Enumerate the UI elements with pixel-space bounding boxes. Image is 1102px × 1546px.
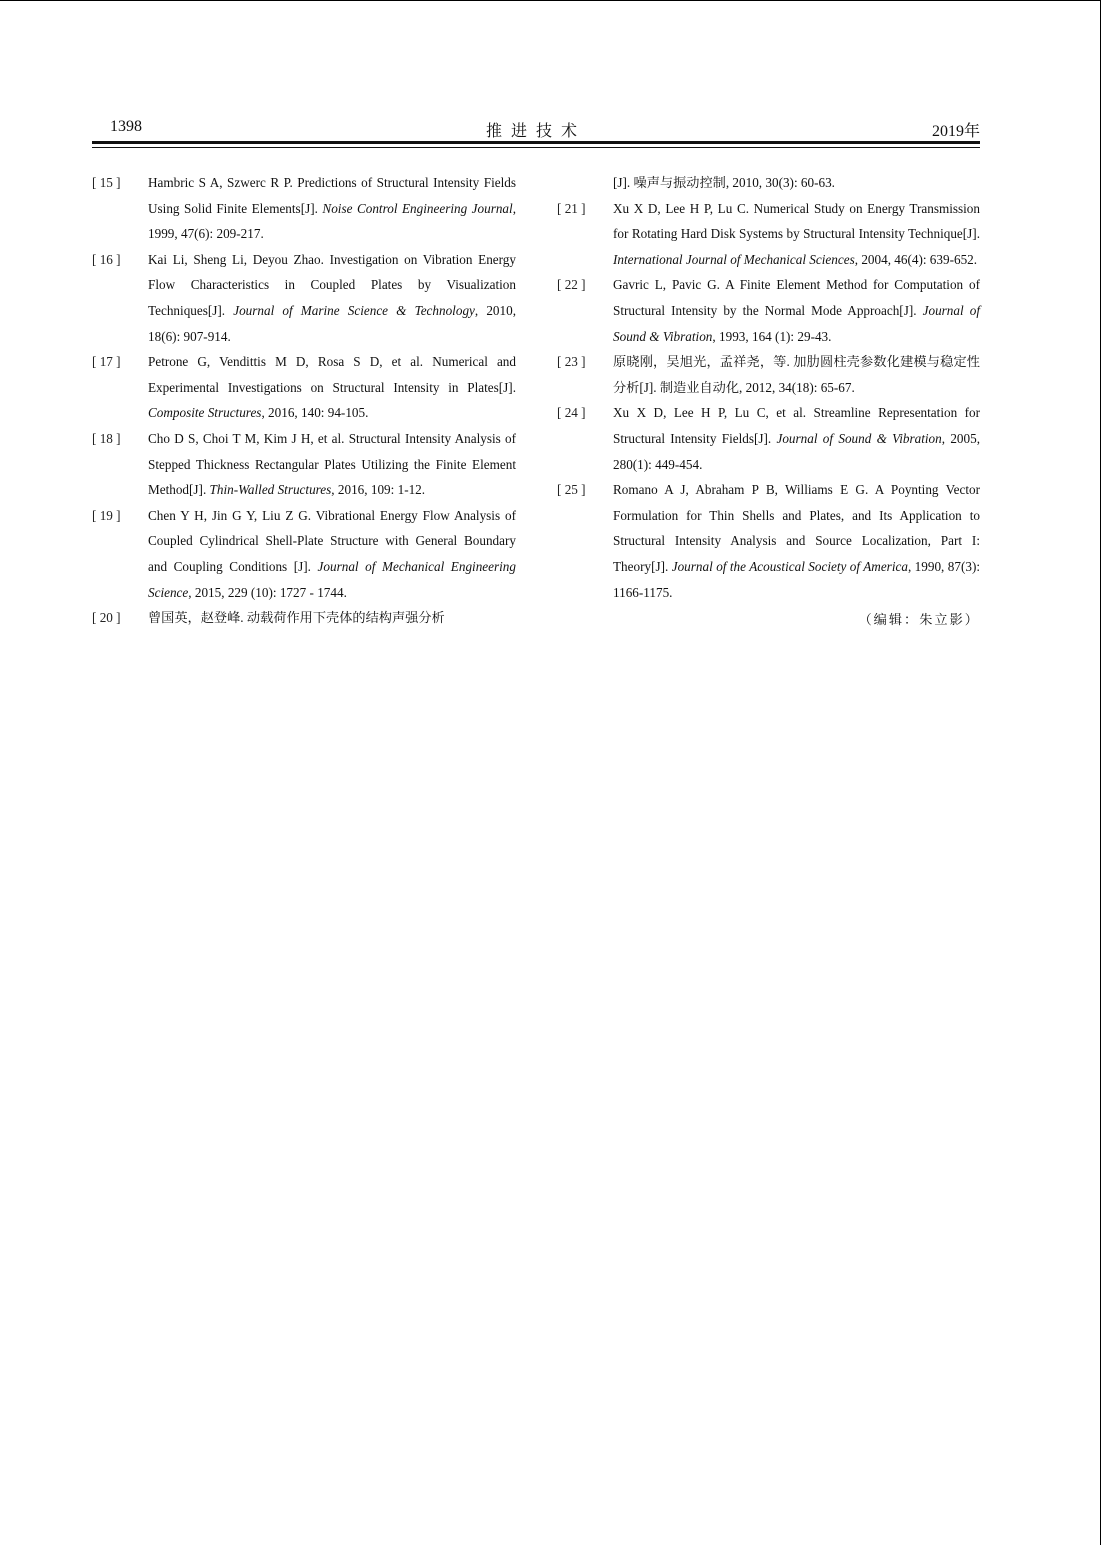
reference-text: Hambric S A, Szwerc R P. Predictions of Structural Intensity Fields Using Solid Finite Elements[J]. (148, 175, 516, 216)
journal-title: 推进技术 (485, 123, 586, 140)
reference-journal: Thin-Walled Structures (209, 482, 332, 498)
reference-column-right (557, 170, 980, 633)
reference-number: [ 19 ] (92, 507, 121, 523)
reference-item (557, 400, 980, 477)
reference-number: [ 24 ] (557, 405, 586, 421)
reference-continuation: [J]. 噪声与振动控制, 2010, 30(3): 60-63. (613, 175, 835, 190)
reference-number: [ 25 ] (557, 482, 586, 498)
reference-column-left (92, 170, 516, 631)
reference-journal: Journal of Mechanical Engineering Science (148, 558, 516, 600)
reference-item (557, 196, 980, 273)
reference-item (92, 503, 516, 605)
reference-item (92, 605, 516, 631)
reference-item (92, 349, 516, 426)
reference-number: [ 23 ] (557, 354, 586, 370)
reference-journal: Journal of Marine Science & Technology (233, 302, 475, 318)
reference-text: 曾国英，赵登峰. 动载荷作用下壳体的结构声强分析 (148, 610, 445, 626)
header-rule-thick (92, 141, 980, 144)
reference-item (557, 272, 980, 349)
reference-details: , 1990, 87(3): 1166-1175. (613, 558, 981, 600)
reference-details: , 1999, 47(6): 209-217. (148, 200, 516, 242)
reference-journal: Journal of the Acoustical Society of America (671, 558, 908, 574)
reference-number: [ 20 ] (92, 610, 121, 626)
reference-text: Romano A J, Abraham P B, Williams E G. A Poynting Vector Formulation for Thin Shells and Plates, and Its Application to Structural Intensity Analysis and Source Localization, Part I: Theory[J]. (613, 482, 980, 574)
editor-note: （编辑：朱立影） (858, 612, 980, 628)
page-number: 1398 (110, 118, 142, 135)
reference-text: Kai Li, Sheng Li, Deyou Zhao. Investigation on Vibration Energy Flow Characteristics in Coupled Plates by Visualization Techniques[J]. (148, 251, 516, 318)
reference-details: , 2016, 140: 94-105. (261, 405, 369, 421)
reference-details: , 2010, 18(6): 907-914. (148, 302, 517, 344)
reference-details: , 2004, 46(4): 639-652. (854, 251, 978, 267)
reference-number: [ 21 ] (557, 200, 586, 216)
reference-text: Chen Y H, Jin G Y, Liu Z G. Vibrational Energy Flow Analysis of Coupled Cylindrical Shell-Plate Structure with General Boundary and Coupling Conditions [J]. (148, 507, 516, 574)
reference-journal: International Journal of Mechanical Sciences (613, 251, 855, 267)
reference-number: [ 18 ] (92, 430, 121, 446)
reference-journal: Noise Control Engineering Journal (322, 200, 513, 216)
reference-details: , 2016, 109: 1-12. (331, 482, 426, 498)
reference-text: Cho D S, Choi T M, Kim J H, et al. Structural Intensity Analysis of Stepped Thickness Rectangular Plates Utilizing the Finite Element Method[J]. (148, 430, 516, 498)
reference-details: , 2005, 280(1): 449-454. (613, 430, 980, 472)
reference-number: [ 22 ] (557, 277, 586, 293)
reference-item (92, 247, 516, 349)
reference-text: 原晓刚，吴旭光，孟祥尧，等. 加肋圆柱壳参数化建模与稳定性分析[J]. 制造业自动化, 2012, 34(18): 65-67. (613, 354, 980, 395)
reference-text: Petrone G, Vendittis M D, Rosa S D, et al. Numerical and Experimental Investigations on Structural Intensity in Plates[J]. (148, 354, 516, 395)
reference-item (557, 349, 980, 400)
reference-number: [ 16 ] (92, 251, 121, 267)
reference-item (92, 170, 516, 247)
reference-text: Xu X D, Lee H P, Lu C. Numerical Study on Energy Transmission for Rotating Hard Disk Systems by Structural Intensity Technique[J]. (613, 200, 980, 242)
reference-item (92, 426, 516, 503)
reference-journal: Journal of Sound & Vibration (776, 430, 942, 446)
issue-year: 2019年 (931, 123, 980, 140)
running-header (92, 116, 980, 140)
reference-text: Xu X D, Lee H P, Lu C, et al. Streamline Representation for Structural Intensity Fields[J]. (613, 405, 980, 446)
reference-text: Gavric L, Pavic G. A Finite Element Method for Computation of Structural Intensity by the Normal Mode Approach[J]. (613, 277, 980, 318)
reference-journal: Composite Structures (148, 405, 262, 421)
reference-details: , 2015, 229 (10): 1727 - 1744. (188, 584, 347, 600)
reference-item (557, 477, 980, 605)
reference-journal: Journal of Sound & Vibration (613, 302, 980, 344)
reference-number: [ 15 ] (92, 175, 121, 190)
header-rule-thin (92, 147, 980, 148)
reference-details: , 1993, 164 (1): 29-43. (712, 328, 832, 344)
reference-number: [ 17 ] (92, 354, 121, 370)
